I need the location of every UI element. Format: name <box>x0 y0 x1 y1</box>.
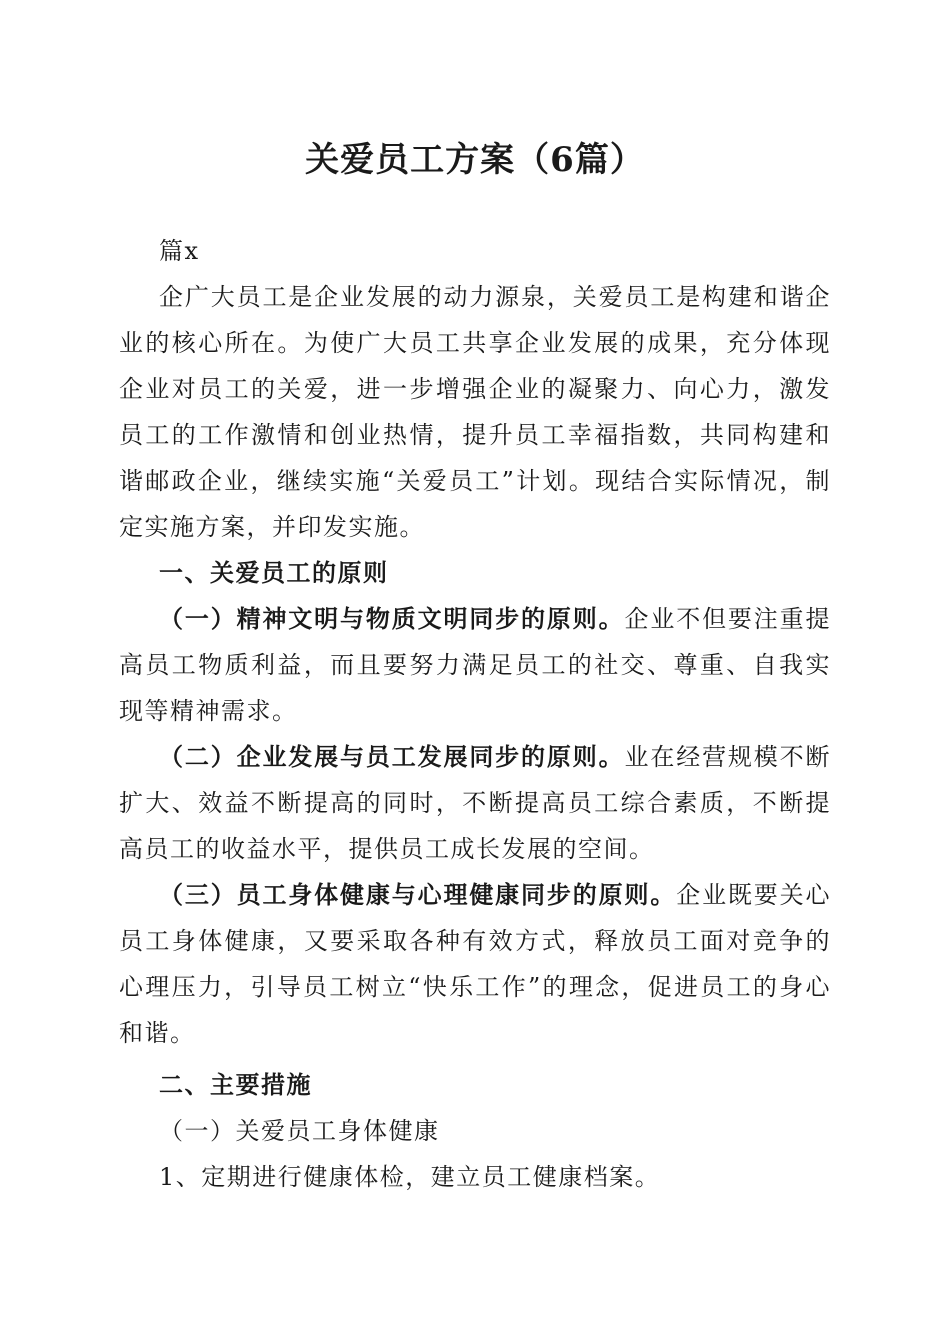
principle-2-text: 业在经营规模不断扩大、效益不断提高的同时，不断提高员工综合素质，不断提高员工的收益水平，提供员工成长发展的空间。 <box>119 743 832 863</box>
chapter-label: 篇x <box>159 237 200 265</box>
principle-paragraph-3 <box>119 872 831 1056</box>
measure-item-1: 1、定期进行健康体检，建立员工健康档案。 <box>159 1163 661 1191</box>
document-body <box>119 228 831 1200</box>
document-title: 关爱员工方案（6篇） <box>305 140 645 180</box>
section-heading-principles: 一、关爱员工的原则 <box>159 558 389 587</box>
section-heading-measures: 二、主要措施 <box>159 1070 312 1099</box>
principle-2-lead: （二）企业发展与员工发展同步的原则。 <box>159 742 625 771</box>
principle-paragraph-2 <box>119 734 831 872</box>
subsection-heading-health: （一）关爱员工身体健康 <box>159 1117 440 1145</box>
intro-paragraph: 企广大员工是企业发展的动力源泉，关爱员工是构建和谐企业的核心所在。为使广大员工共享企业发展的成果，充分体现企业对员工的关爱，进一步增强企业的凝聚力、向心力，激发员工的工作激情和创业热情，提升员工幸福指数，共同构建和谐邮政企业，继续实施“关爱员工”计划。现结合实际情况，制定实施方案，并印发实施。 <box>119 283 831 541</box>
principle-3-text: 企业既要关心员工身体健康，又要采取各种有效方式，释放员工面对竞争的心理压力，引导员工树立“快乐工作”的理念，促进员工的身心和谐。 <box>119 881 832 1047</box>
principle-3-lead: （三）员工身体健康与心理健康同步的原则。 <box>159 880 677 909</box>
principle-1-text: 企业不但要注重提高员工物质利益，而且要努力满足员工的社交、尊重、自我实现等精神需求。 <box>119 605 832 725</box>
principle-paragraph-1 <box>119 596 831 734</box>
principle-1-lead: （一）精神文明与物质文明同步的原则。 <box>159 604 625 633</box>
